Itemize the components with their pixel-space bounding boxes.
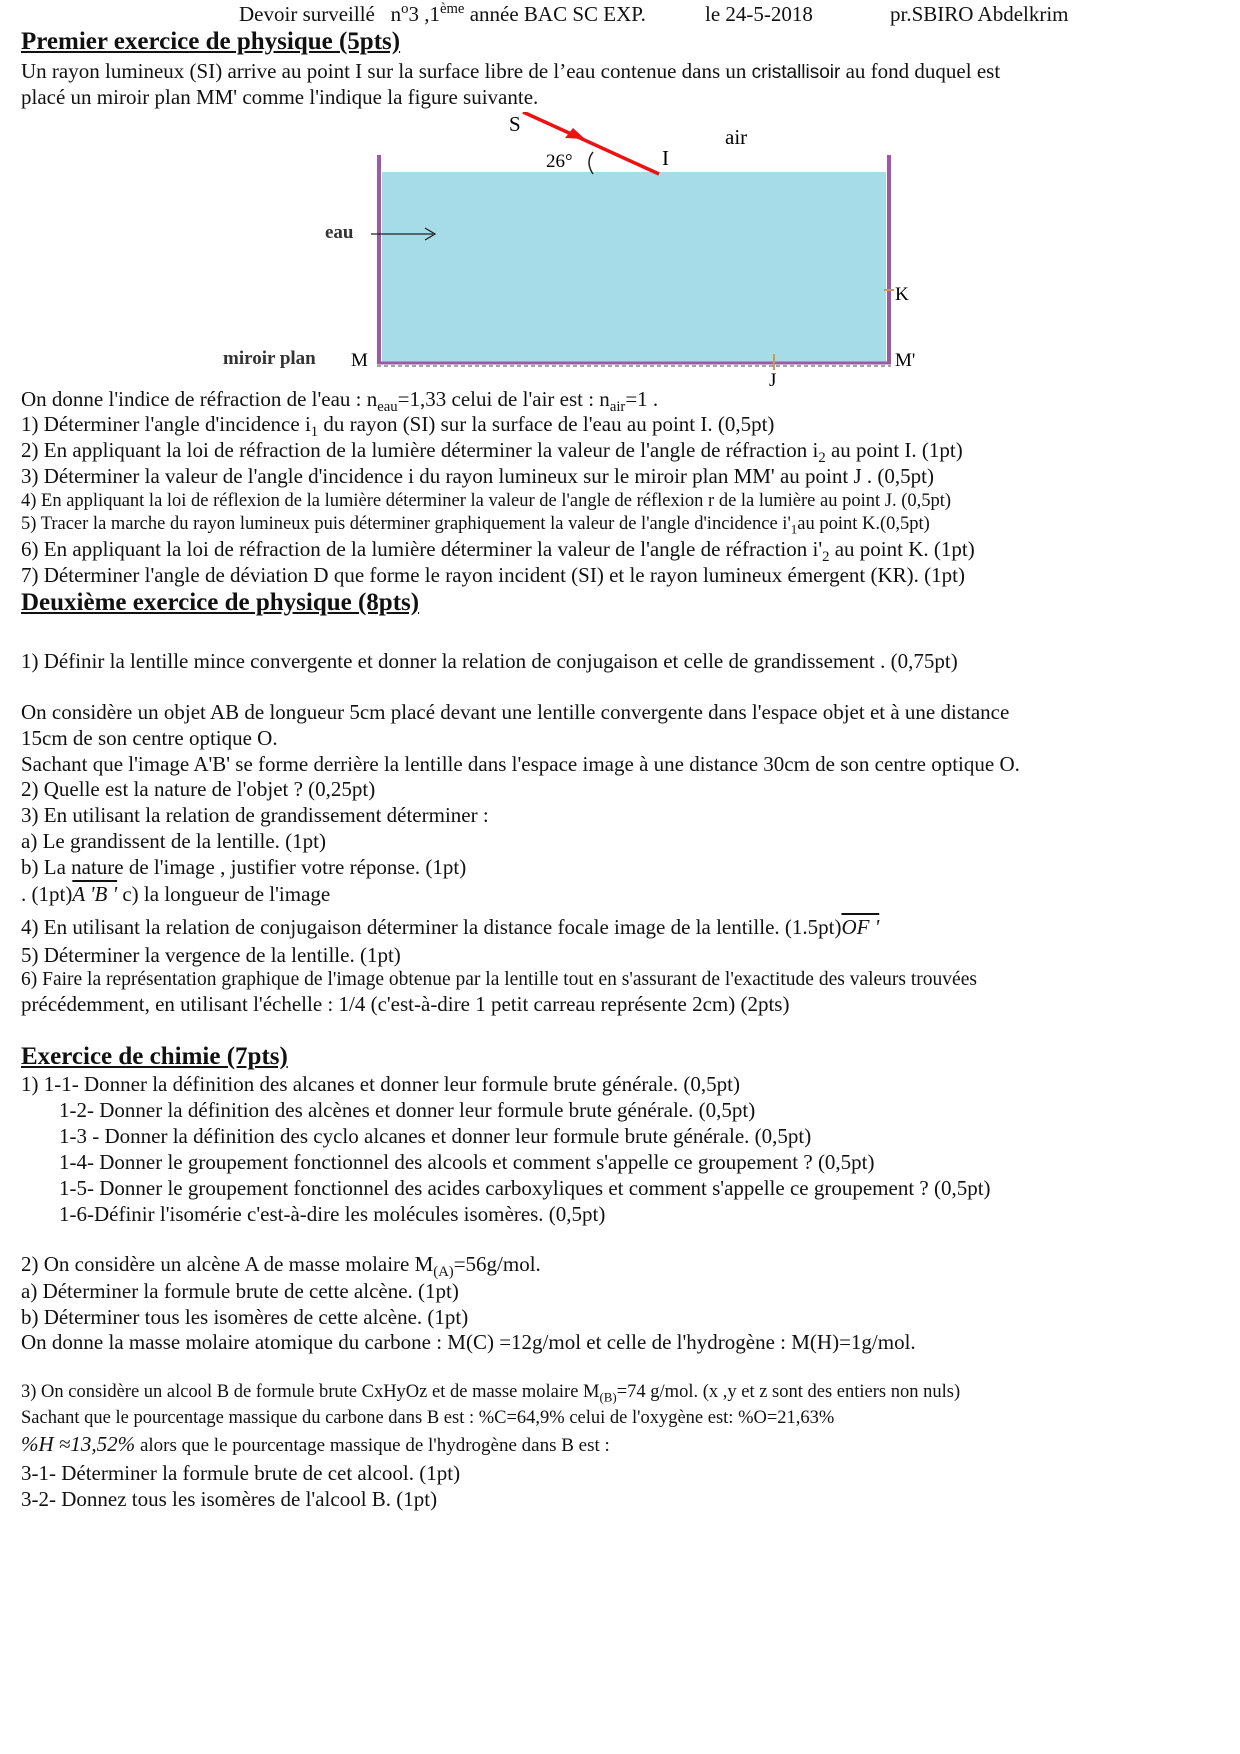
chem-q3: 3) On considère un alcool B de formule brute CxHyOz et de masse molaire $M_{(B)}=74$ g/mol. (x ,y et z sont des entiers non nuls) (21, 1382, 961, 1405)
angle-arc (589, 152, 593, 174)
ex2-p3: Sachant que l'image A'B' se forme derrière la lentille dans l'espace image à une distance 30cm de son centre optique O. (21, 752, 1020, 776)
ex1-q1: 1) Déterminer l'angle d'incidence $i_1$ du rayon (SI) sur la surface de l'eau au point I. (0,5pt) (21, 412, 775, 441)
label-K: K (895, 284, 909, 305)
ex2-title: Deuxième exercice de physique (8pts) (21, 589, 420, 616)
ex2-p2: 15cm de son centre optique O. (21, 726, 278, 750)
ex1-q4: 4) En appliquant la loi de réflexion de la lumière déterminer la valeur de l'angle de réflexion r de la lumière au point J. (0,5pt) (21, 491, 952, 511)
ex1-intro-line2: placé un miroir plan MM' comme l'indique la figure suivante. (21, 85, 539, 109)
header-teacher: pr.SBIRO Abdelkrim (890, 2, 1069, 26)
ex2-q3b: b) La nature de l'image , justifier votre réponse. (1pt) (21, 855, 467, 879)
ex1-given: On donne l'indice de réfraction de l'eau : $n_{eau}=1,33$ celui de l'air est : $n_{air}=1$ . (21, 387, 659, 416)
label-M-prime: M' (895, 350, 916, 371)
ex2-q3: 3) En utilisant la relation de grandissement déterminer : (21, 803, 489, 827)
header-date: le 24-5-2018 (705, 2, 813, 26)
chem-q2b: b) Déterminer tous les isomères de cette alcène. (1pt) (21, 1305, 469, 1329)
ex2-p1: On considère un objet AB de longueur 5cm placé devant une lentille convergente dans l'espace objet et à une distance (21, 700, 1010, 724)
label-angle: 26° (546, 151, 573, 172)
label-I: I (662, 146, 669, 170)
ex1-q7: 7) Déterminer l'angle de déviation D que forme le rayon incident (SI) et le rayon lumineux émergent (KR). (1pt) (21, 563, 965, 587)
label-M: M (351, 350, 368, 371)
chem-q1-3: 1-3 - Donner la définition des cyclo alcanes et donner leur formule brute générale. (0,5pt) (59, 1124, 812, 1148)
chem-q3-percent-c-o: Sachant que le pourcentage massique du carbone dans B est : %C=64,9% celui de l'oxygène est: %O=21,63% (21, 1408, 835, 1428)
label-S: S (509, 112, 521, 136)
chem-q1-5: 1-5- Donner le groupement fonctionnel des acides carboxyliques et comment s'appelle ce groupement ? (0,5pt) (59, 1176, 991, 1200)
water-area (382, 172, 886, 362)
incident-ray (523, 112, 659, 174)
chem-q2: 2) On considère un alcène A de masse molaire $M_{(A)}=56g$/mol. (21, 1252, 541, 1281)
label-miroir-plan: miroir plan (223, 348, 316, 369)
ex2-q3a: a) Le grandissent de la lentille. (1pt) (21, 829, 326, 853)
label-eau: eau (325, 222, 354, 243)
chem-q3-1: 3-1- Déterminer la formule brute de cet alcool. (1pt) (21, 1461, 461, 1485)
chem-q3-percent-h: %H ≈13,52% alors que le pourcentage massique de l'hydrogène dans B est : (21, 1432, 610, 1456)
label-J: J (769, 370, 777, 391)
ex1-title: Premier exercice de physique (5pts) (21, 28, 401, 55)
header-left: Devoir surveillé $n^o3$ ,1ème année BAC SC EXP. (239, 1, 646, 26)
ex1-q6: 6) En appliquant la loi de réfraction de la lumière déterminer la valeur de l'angle de réfraction $i'_2$ au point K. (1pt) (21, 537, 975, 566)
ex1-intro-line1: Un rayon lumineux (SI) arrive au point I sur la surface libre de l’eau contenue dans un cristallisoir au fond duquel est (21, 59, 1001, 83)
ex2-q1: 1) Définir la lentille mince convergente et donner la relation de conjugaison et celle de grandissement . (0,75pt) (21, 649, 958, 673)
chem-q1-2: 1-2- Donner la définition des alcènes et donner leur formule brute générale. (0,5pt) (59, 1098, 756, 1122)
ex1-q5: 5) Tracer la marche du rayon lumineux puis déterminer graphiquement la valeur de l'angle d'incidence $i'_1au$ point K.(0,5pt) (21, 514, 930, 537)
ex2-q3c: . (1pt)A 'B ' c) la longueur de l'image (21, 882, 331, 906)
ex2-q6a: 6) Faire la représentation graphique de l'image obtenue par la lentille tout en s'assurant de l'exactitude des valeurs trouvées (21, 969, 977, 990)
refraction-figure (201, 112, 961, 392)
ex2-q6b: précédemment, en utilisant l'échelle : 1/4 (c'est-à-dire 1 petit carreau représente 2cm) (2pts) (21, 992, 790, 1016)
chem-q2a: a) Déterminer la formule brute de cette alcène. (1pt) (21, 1279, 459, 1303)
chem-q1-1: 1) 1-1- Donner la définition des alcanes et donner leur formule brute générale. (0,5pt) (21, 1072, 740, 1096)
ex1-q3: 3) Déterminer la valeur de l'angle d'incidence i du rayon lumineux sur le miroir plan MM' au point J . (0,5pt) (21, 464, 934, 488)
ex1-q2: 2) En appliquant la loi de réfraction de la lumière déterminer la valeur de l'angle de réfraction $i_2$ au point I. (1pt) (21, 438, 963, 467)
chem-title: Exercice de chimie (7pts) (21, 1043, 288, 1070)
chem-q1-4: 1-4- Donner le groupement fonctionnel des alcools et comment s'appelle ce groupement ? (0,5pt) (59, 1150, 875, 1174)
chem-q1-6: 1-6-Définir l'isomérie c'est-à-dire les molécules isomères. (0,5pt) (59, 1202, 606, 1226)
label-air: air (725, 125, 748, 149)
ex2-q2: 2) Quelle est la nature de l'objet ? (0,25pt) (21, 777, 376, 801)
ex2-q4: 4) En utilisant la relation de conjugaison déterminer la distance focale image de la lentille. (1.5pt)OF ' (21, 915, 880, 939)
chem-q3-2: 3-2- Donnez tous les isomères de l'alcool B. (1pt) (21, 1487, 438, 1511)
ex2-q5: 5) Déterminer la vergence de la lentille. (1pt) (21, 943, 401, 967)
chem-q2-given: On donne la masse molaire atomique du carbone : M(C) =12g/mol et celle de l'hydrogène : M(H)=1g/mol. (21, 1330, 916, 1354)
